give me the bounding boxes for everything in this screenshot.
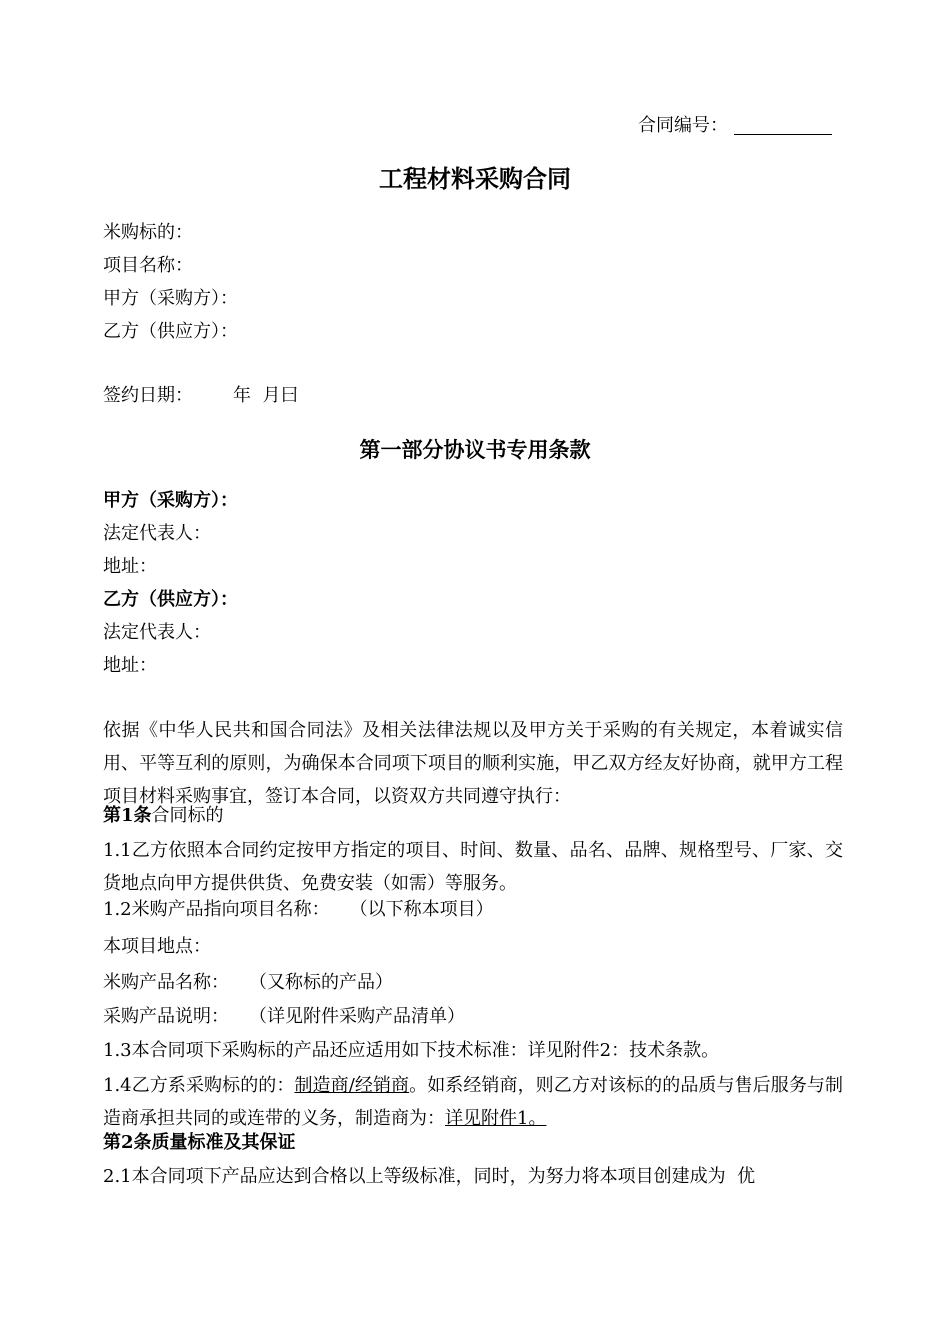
product-description-label: 采购产品说明：	[103, 1006, 229, 1027]
document-title: 工程材料采购合同	[379, 164, 571, 193]
clause-1-1	[103, 834, 843, 900]
party-a-representative: 法定代表人：	[103, 523, 211, 544]
contract-number-label: 合同编号：	[638, 115, 728, 136]
product-description	[103, 1005, 465, 1029]
article-1-number: 第1条	[103, 805, 152, 826]
clause-2-1-text: 本合同项下产品应达到合格以上等级标准，同时，为努力将本项目创建成为 优	[131, 1166, 756, 1187]
clause-1-2-note: （以下称本项目）	[349, 899, 494, 920]
clause-1-1-number: 1.1	[103, 840, 132, 861]
cover-party-b: 乙方（供应方）：	[103, 321, 238, 342]
clause-2-1-number: 2.1	[103, 1166, 132, 1187]
party-b-representative: 法定代表人：	[103, 622, 211, 643]
party-b-address: 地址：	[103, 655, 157, 676]
cover-project-name: 项目名称：	[103, 255, 193, 276]
part1-title: 第一部分协议书专用条款	[359, 437, 591, 462]
clause-1-4-number: 1.4	[103, 1075, 132, 1096]
product-name-note: （又称标的产品）	[249, 972, 393, 993]
clause-1-4-prefix: 乙方系采购标的的：	[131, 1075, 295, 1096]
cover-party-a: 甲方（采购方）：	[103, 288, 238, 309]
article-1-heading	[103, 804, 224, 828]
contract-number-blank	[734, 116, 832, 135]
article-2-heading: 第2条质量标准及其保证	[103, 1132, 296, 1153]
product-description-note: （详见附件采购产品清单）	[249, 1006, 465, 1027]
contract-number	[638, 114, 832, 138]
clause-1-4-role: 制造商/经销商	[294, 1075, 410, 1096]
clause-1-4-middle: 。如系经销商，则乙方对该标的的品质与售后服务与制造商承担共同的或连带的义务，制造商为：	[103, 1075, 843, 1129]
cover-sign-date	[103, 384, 298, 408]
clause-1-1-text: 乙方依照本合同约定按甲方指定的项目、时间、数量、品名、品牌、规格型号、厂家、交货地点向甲方提供供货、免费安装（如需）等服务。	[103, 840, 843, 894]
clause-1-2-label: 米购产品指向项目名称：	[131, 899, 330, 920]
preamble-paragraph: 依据《中华人民共和国合同法》及相关法律法规以及甲方关于采购的有关规定，本着诚实信用、平等互利的原则，为确保本合同项下项目的顺利实施，甲乙双方经友好协商，就甲方工程项目材料采购事宜，签订本合同，以资双方共同遵守执行：	[103, 720, 843, 807]
party-b-heading: 乙方（供应方）：	[103, 589, 238, 610]
clause-2-1	[103, 1165, 755, 1189]
product-name	[103, 971, 393, 995]
clause-1-3-number: 1.3	[103, 1040, 132, 1061]
article-1-title: 合同标的	[151, 805, 224, 826]
clause-1-4-manufacturer: 详见附件1。	[445, 1108, 547, 1129]
clause-1-2	[103, 898, 494, 922]
product-name-label: 米购产品名称：	[103, 972, 229, 993]
party-a-heading: 甲方（采购方）：	[103, 490, 238, 511]
cover-subject: 米购标的：	[103, 222, 193, 243]
clause-1-3-text: 本合同项下采购标的产品还应适用如下技术标准：详见附件2：技术条款。	[131, 1040, 720, 1061]
project-site: 本项目地点：	[103, 936, 211, 957]
clause-1-2-number: 1.2	[103, 899, 132, 920]
party-a-address: 地址：	[103, 556, 157, 577]
sign-date-label: 签约日期：	[103, 385, 193, 406]
clause-1-4	[103, 1069, 843, 1135]
sign-date-value: 年 月曰	[233, 385, 299, 406]
clause-1-3	[103, 1039, 719, 1063]
